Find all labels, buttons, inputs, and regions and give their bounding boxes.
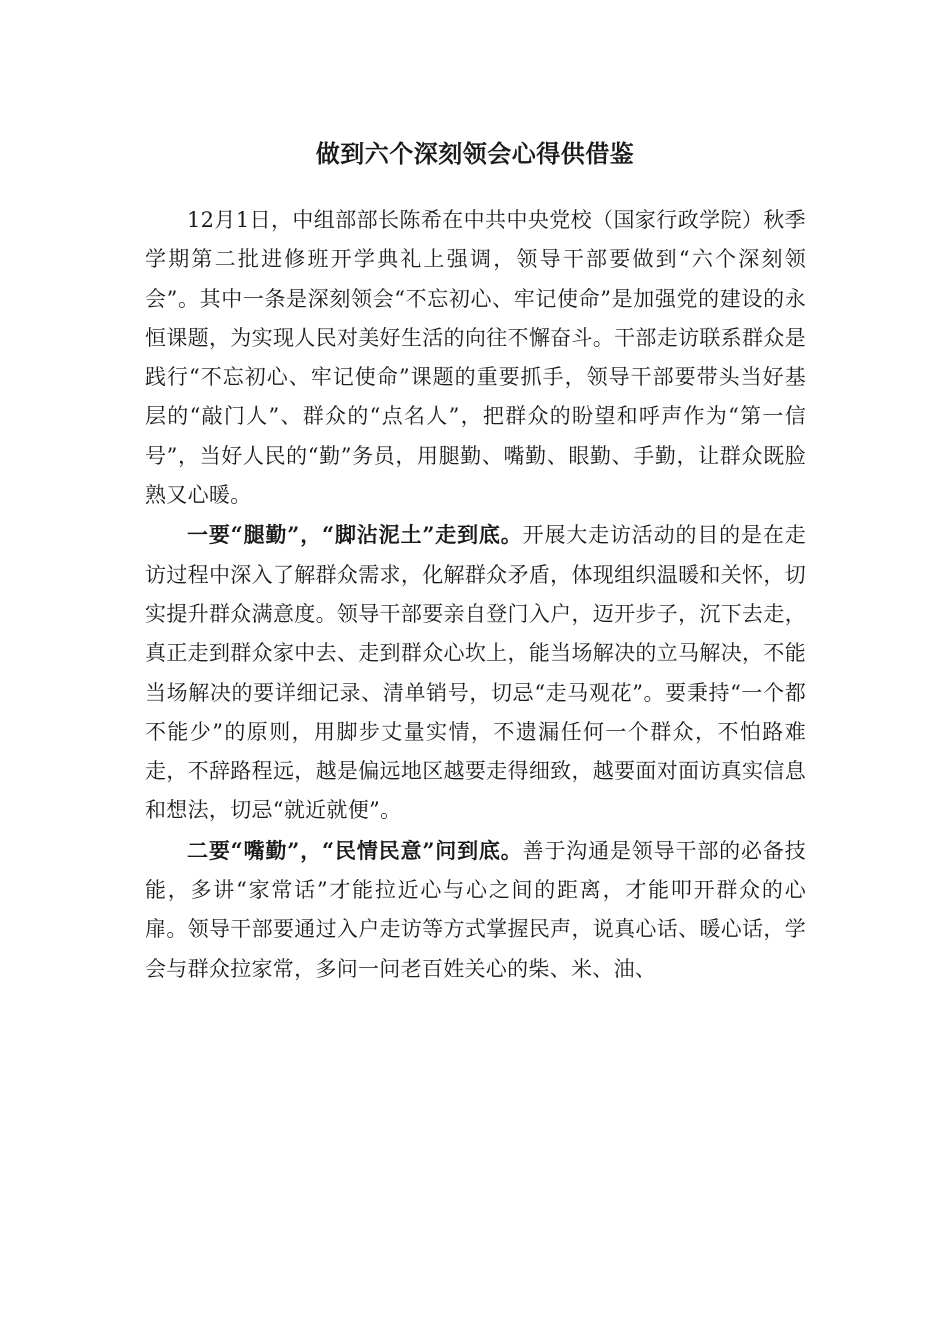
paragraph-text: 善于沟通是领导干部的必备技能，多讲“家常话”才能拉近心与心之间的距离，才能叩开群众的心扉。领导干部要通过入户走访等方式掌握民声，说真心话、暖心话，学会与群众拉家常，多问一问老百姓关心的柴、米、油、 bbox=[145, 838, 806, 981]
paragraph-text: 开展大走访活动的目的是在走访过程中深入了解群众需求，化解群众矛盾，体现组织温暖和关怀，切实提升群众满意度。领导干部要亲自登门入户，迈开步子，沉下去走，真正走到群众家中去、走到群众心坎上，能当场解决的立马解决，不能当场解决的要详细记录、清单销号，切忌“走马观花”。要秉持“一个都不能少”的原则，用脚步丈量实情，不遗漏任何一个群众，不怕路难走，不辞路程远，越是偏远地区越要走得细致，越要面对面访真实信息和想法，切忌“就近就便”。 bbox=[145, 523, 806, 823]
paragraph-lead: 二要“嘴勤”，“民情民意”问到底。 bbox=[187, 837, 523, 863]
paragraph-leg-diligence bbox=[145, 515, 806, 830]
paragraph-intro bbox=[145, 200, 806, 515]
paragraph-mouth-diligence bbox=[145, 831, 806, 989]
document-body bbox=[145, 200, 806, 989]
document-title: 做到六个深刻领会心得供借鉴 bbox=[315, 140, 635, 168]
paragraph-text: 12月1日，中组部部长陈希在中共中央党校（国家行政学院）秋季学期第二批进修班开学典礼上强调，领导干部要做到“六个深刻领会”。其中一条是深刻领会“不忘初心、牢记使命”是加强党的建设的永恒课题，为实现人民对美好生活的向往不懈奋斗。干部走访联系群众是践行“不忘初心、牢记使命”课题的重要抓手，领导干部要带头当好基层的“敲门人”、群众的“点名人”，把群众的盼望和呼声作为“第一信号”，当好人民的“勤”务员，用腿勤、嘴勤、眼勤、手勤，让群众既脸熟又心暖。 bbox=[145, 208, 806, 508]
paragraph-lead: 一要“腿勤”，“脚沾泥土”走到底。 bbox=[187, 522, 523, 548]
